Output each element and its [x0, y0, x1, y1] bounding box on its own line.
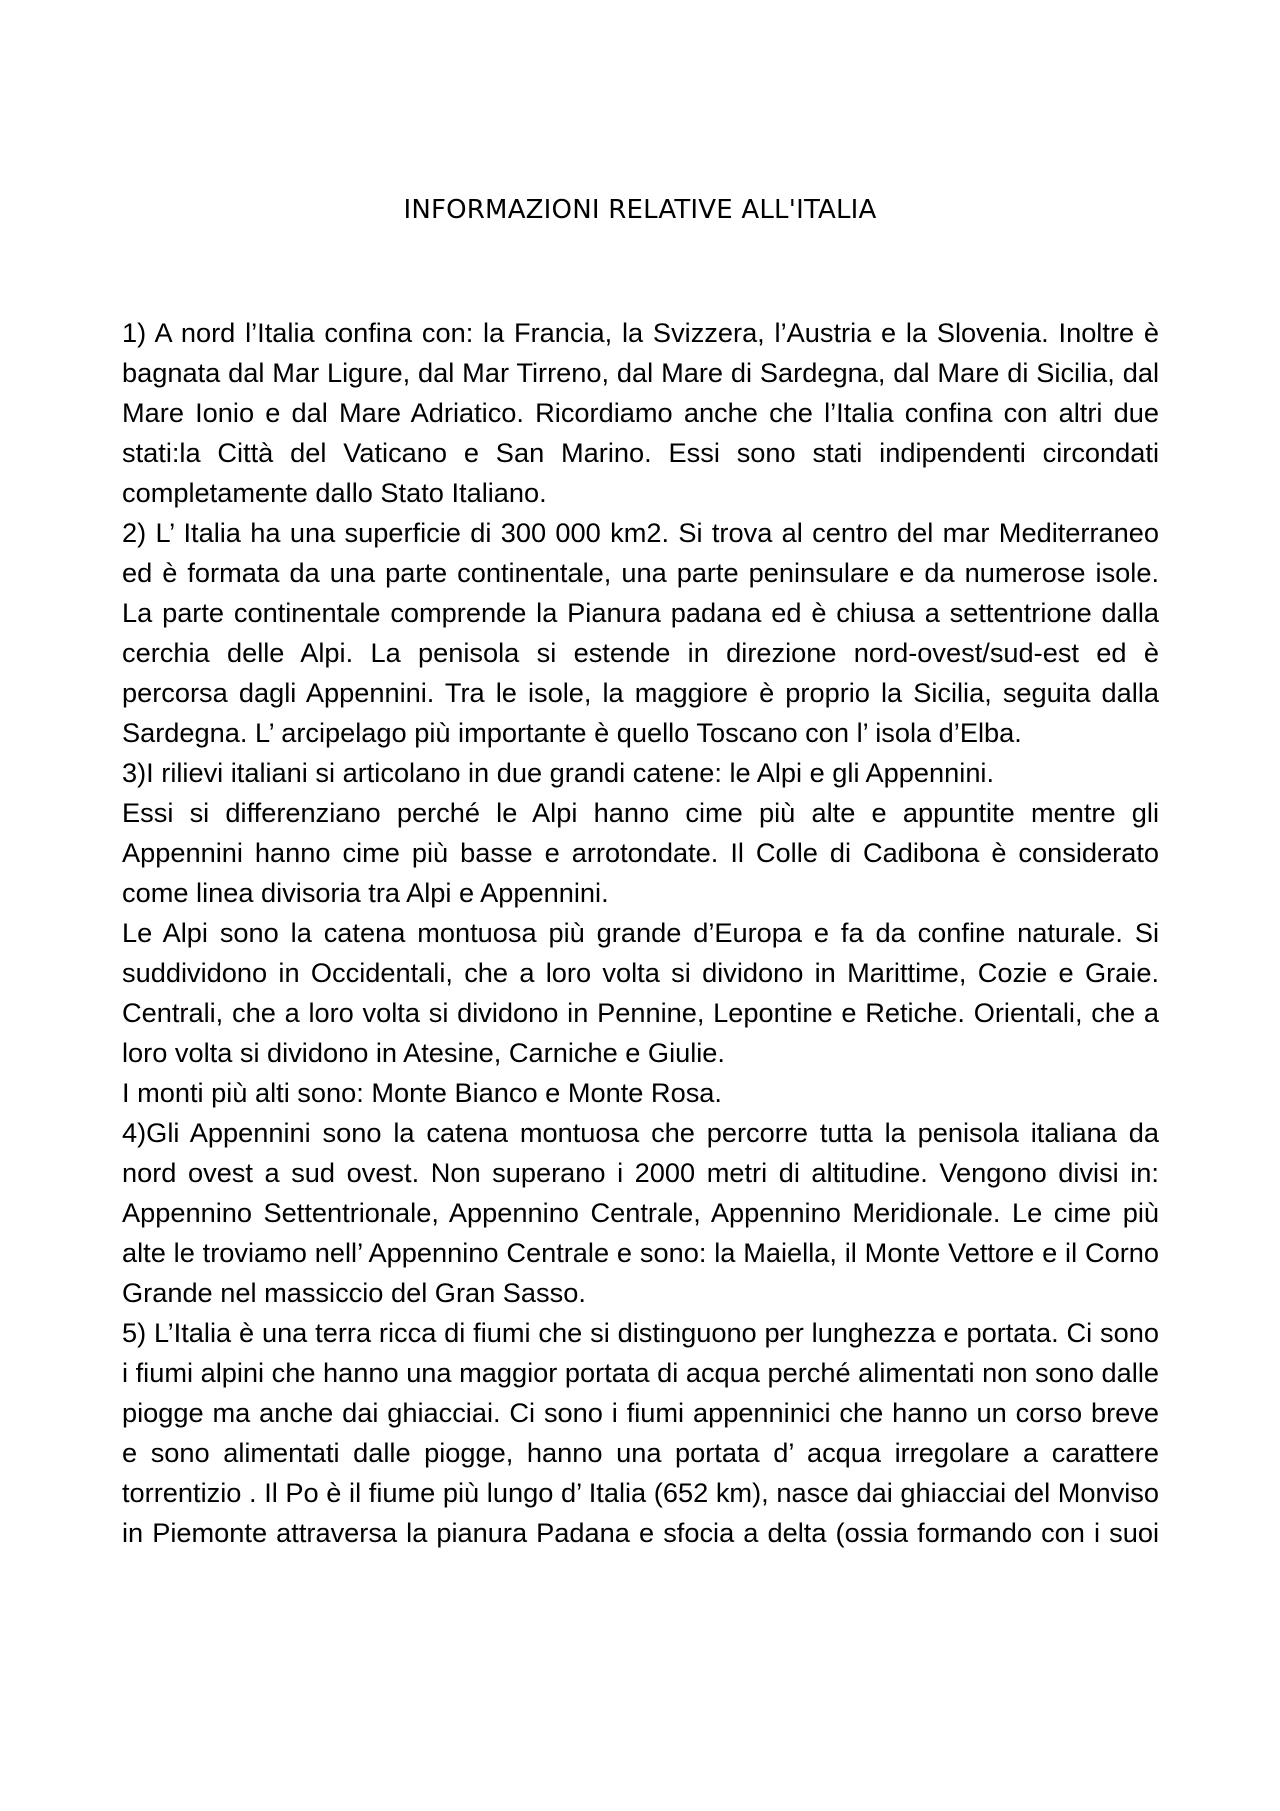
document-body: [122, 313, 1159, 1553]
page-title: INFORMAZIONI RELATIVE ALL'ITALIA: [403, 195, 877, 225]
paragraph-differenze: Essi si differenziano perché le Alpi hanno cime più alte e appuntite mentre gli Appennini hanno cime più basse e arrotondate. Il Colle di Cadibona è considerato come linea divisoria tra Alpi e Appennini.: [122, 797, 1159, 908]
paragraph-fiumi: 5) L’Italia è una terra ricca di fiumi che si distinguono per lunghezza e portata. Ci sono i fiumi alpini che hanno una maggior portata di acqua perché alimentati non sono dalle piogge ma anche dai ghiacciai. Ci sono i fiumi appenninici che hanno un corso breve e sono alimentati dalle piogge, hanno una portata d’ acqua irregolare a carattere torrentizio . Il Po è il fiume più lungo d’ Italia (652 km), nasce dai ghiacciai del Monviso in Piemonte attraversa la pianura Padana e sfocia a delta (ossia formando con i suoi: [122, 1317, 1159, 1548]
paragraph-appennini: 4)Gli Appennini sono la catena montuosa che percorre tutta la penisola italiana da nord ovest a sud ovest. Non superano i 2000 metri di altitudine. Vengono divisi in: Appennino Settentrionale, Appennino Centrale, Appennino Meridionale. Le cime più alte le troviamo nell’ Appennino Centrale e sono: la Maiella, il Monte Vettore e il Corno Grande nel massiccio del Gran Sasso.: [122, 1117, 1159, 1308]
paragraph-confini: 1) A nord l’Italia confina con: la Francia, la Svizzera, l’Austria e la Slovenia. Inoltre è bagnata dal Mar Ligure, dal Mar Tirreno, dal Mare di Sardegna, dal Mare di Sicilia, dal Mare Ionio e dal Mare Adriatico. Ricordiamo anche che l’Italia confina con altri due stati:la Città del Vaticano e San Marino. Essi sono stati indipendenti circondati completamente dallo Stato Italiano.: [122, 317, 1159, 508]
paragraph-superficie: 2) L’ Italia ha una superficie di 300 000 km2. Si trova al centro del mar Mediterraneo ed è formata da una parte continentale, una parte peninsulare e da numerose isole. La parte continentale comprende la Pianura padana ed è chiusa a settentrione dalla cerchia delle Alpi. La penisola si estende in direzione nord-ovest/sud-est ed è percorsa dagli Appennini. Tra le isole, la maggiore è proprio la Sicilia, seguita dalla Sardegna. L’ arcipelago più importante è quello Toscano con l’ isola d’Elba.: [122, 517, 1159, 748]
paragraph-monti-piu-alti: I monti più alti sono: Monte Bianco e Monte Rosa.: [122, 1077, 722, 1108]
paragraph-alpi: Le Alpi sono la catena montuosa più grande d’Europa e fa da confine naturale. Si suddividono in Occidentali, che a loro volta si dividono in Marittime, Cozie e Graie. Centrali, che a loro volta si dividono in Pennine, Lepontine e Retiche. Orientali, che a loro volta si dividono in Atesine, Carniche e Giulie.: [122, 917, 1159, 1068]
paragraph-rilievi: 3)I rilievi italiani si articolano in due grandi catene: le Alpi e gli Appennini.: [122, 757, 995, 788]
